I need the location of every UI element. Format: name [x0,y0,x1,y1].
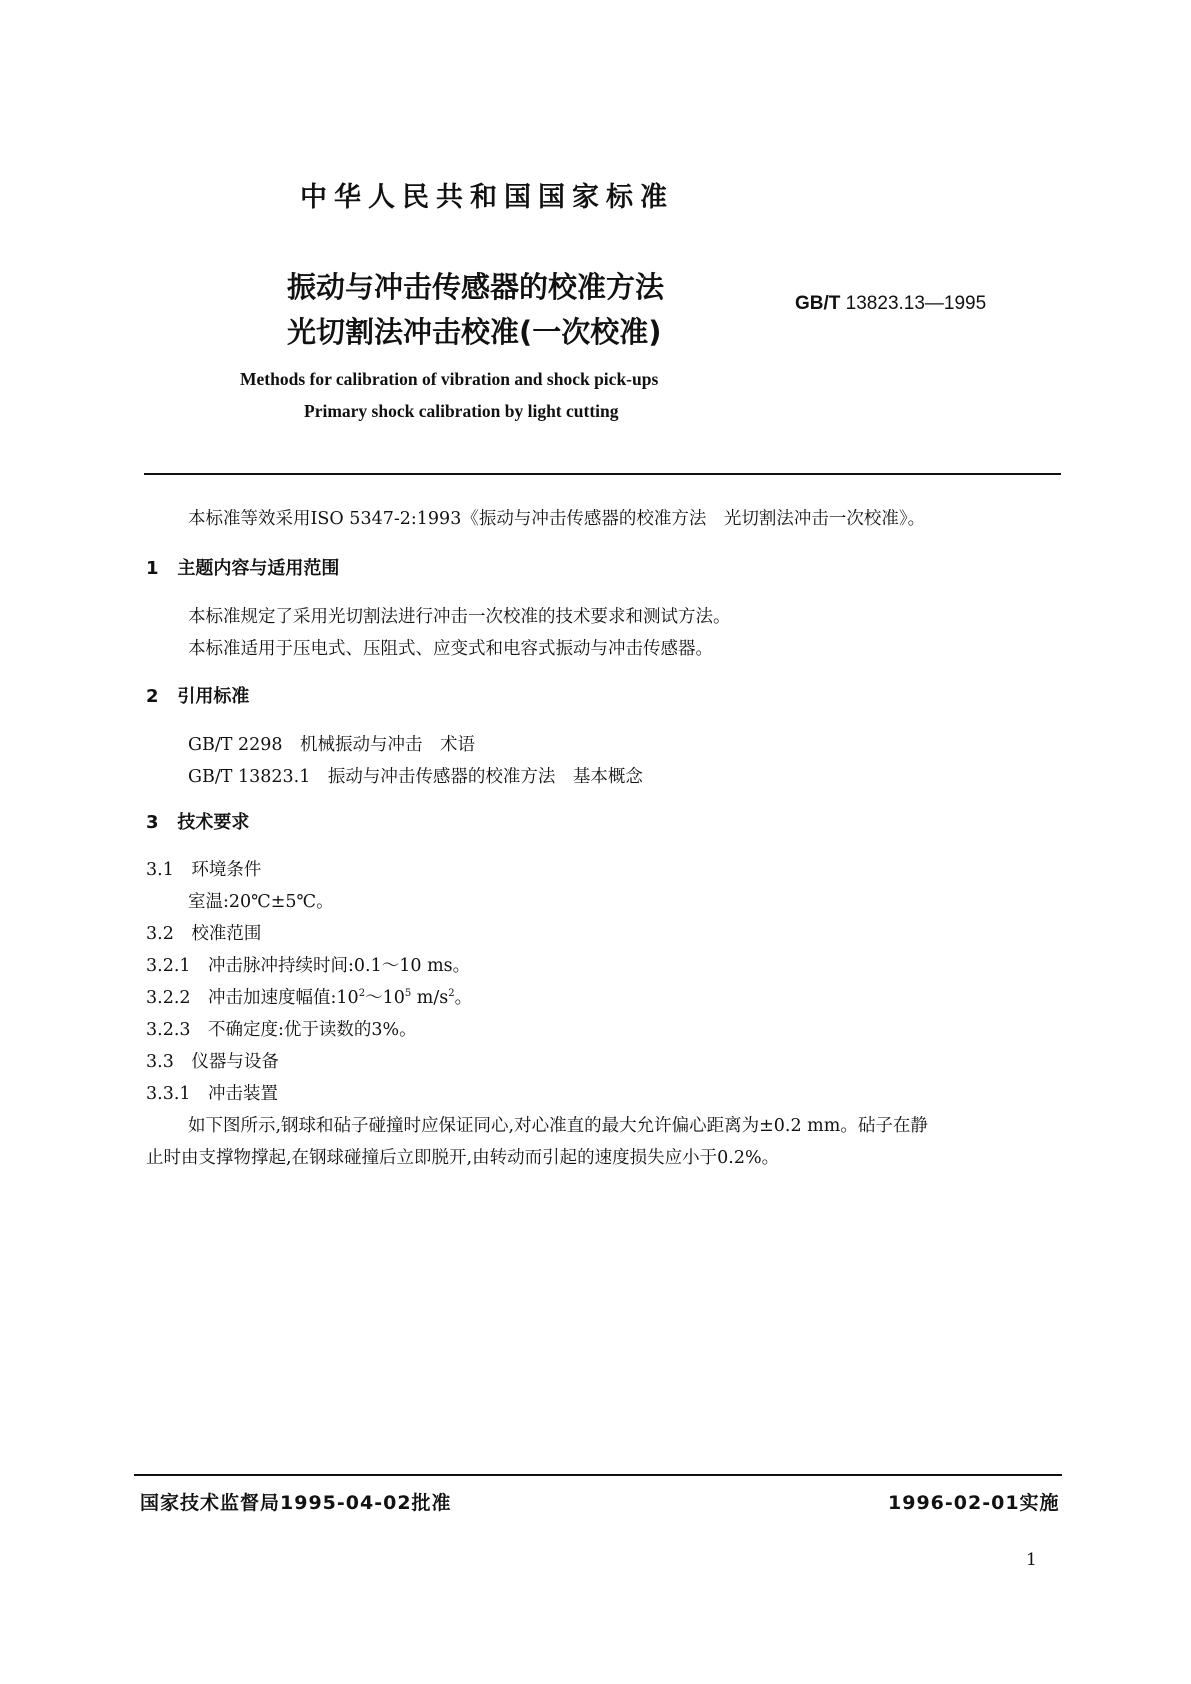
standard-code: 13823.13—1995 [845,293,987,314]
approval-info: 国家技术监督局1995-04-02批准 [140,1492,452,1514]
clause-3-2-2-end: 。 [454,988,473,1008]
section1-title: 主题内容与适用范围 [177,558,340,579]
exp-1: 2 [358,988,366,1000]
standard-prefix: GB/T [795,293,841,314]
exp-3: 2 [448,988,455,1000]
page-number: 1 [1026,1550,1037,1570]
clause-3-2-2-mid: ～10 [365,988,405,1008]
section1-para2: 本标准适用于压电式、压阻式、应变式和电容式振动与冲击传感器。 [188,639,713,659]
section3-number: 3 [146,812,159,833]
english-title-line2: Primary shock calibration by light cutting [304,401,619,421]
clause-3-2-2 [146,984,472,1009]
chinese-title-line2: 光切割法冲击校准(一次校准) [287,315,662,349]
section3-title: 技术要求 [177,812,250,833]
national-standard-heading: 中华人民共和国国家标准 [300,182,674,213]
bottom-divider [134,1474,1062,1476]
intro-text: 本标准等效采用ISO 5347-2:1993《振动与冲击传感器的校准方法 光切割法冲击一次校准》。 [188,509,926,529]
clause-3-1-text: 室温:20℃±5℃。 [188,892,334,912]
reference-1: GB/T 2298 机械振动与冲击 术语 [188,735,476,755]
clause-3-2-2-unit: m/s [411,988,449,1008]
clause-3-2: 3.2 校准范围 [146,924,262,944]
section1-number: 1 [146,558,159,579]
standard-number [795,293,986,315]
chinese-title-line1: 振动与冲击传感器的校准方法 [287,270,665,304]
reference-2: GB/T 13823.1 振动与冲击传感器的校准方法 基本概念 [188,767,643,787]
section1-para1: 本标准规定了采用光切割法进行冲击一次校准的技术要求和测试方法。 [188,607,731,627]
section3-heading [146,808,249,834]
clause-3-3-1: 3.3.1 冲击装置 [146,1084,279,1104]
clause-3-2-1: 3.2.1 冲击脉冲持续时间:0.1～10 ms。 [146,956,471,976]
section2-number: 2 [146,686,159,707]
clause-3-2-2-prefix: 3.2.2 冲击加速度幅值:10 [146,988,359,1008]
clause-3-2-3: 3.2.3 不确定度:优于读数的3%。 [146,1020,417,1040]
implementation-date: 1996-02-01实施 [888,1492,1060,1514]
clause-3-3: 3.3 仪器与设备 [146,1052,279,1072]
clause-3-3-1-text2: 止时由支撑物撑起,在钢球碰撞后立即脱开,由转动而引起的速度损失应小于0.2%。 [146,1148,780,1168]
english-title-line1: Methods for calibration of vibration and shock pick-ups [240,369,659,389]
section2-heading [146,682,249,708]
section1-heading [146,554,339,580]
exp-2: 5 [404,988,412,1000]
clause-3-1: 3.1 环境条件 [146,860,262,880]
top-divider [144,473,1061,475]
clause-3-3-1-text1: 如下图所示,钢球和砧子碰撞时应保证同心,对心准直的最大允许偏心距离为±0.2 mm。砧子在静 [188,1116,928,1136]
section2-title: 引用标准 [177,686,250,707]
